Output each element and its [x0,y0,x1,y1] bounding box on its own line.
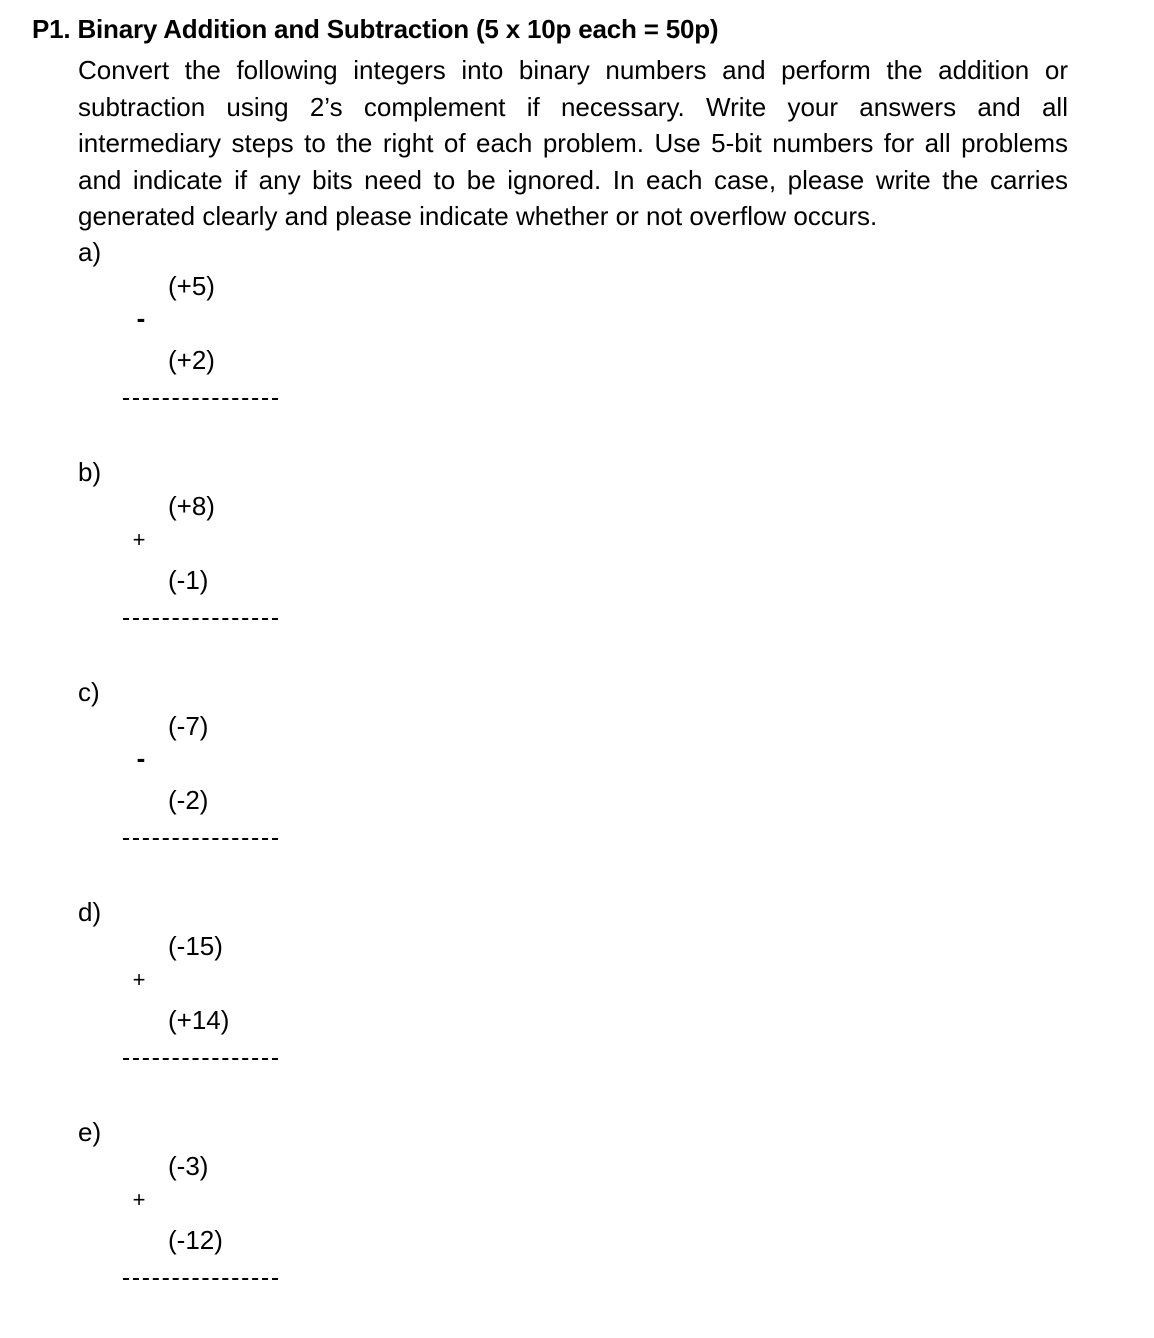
problem-label: c) [78,677,100,707]
operator-sign: - [136,303,146,333]
problem-e [0,1117,400,1337]
answer-dashed-line [123,838,278,840]
instructions-paragraph: Convert the following integers into binary numbers and perform the addition or subtraction using 2’s complement if necessary. Write your answers and all intermediary steps to the right of each problem. Use 5-bit numbers for all problems and indicate if any bits need to be ignored. In each case, please write the carries generated clearly and please indicate whether or not overflow occurs. [78,55,1068,231]
operand-1: (+8) [168,491,215,521]
operand-1: (+5) [168,271,215,301]
operand-2: (+14) [168,1005,230,1035]
operator-sign: - [136,743,146,773]
operand-2: (-1) [168,565,209,595]
operator-sign: + [132,1187,146,1212]
problem-label: d) [78,897,102,927]
operator-sign: + [132,967,146,992]
operand-1: (-7) [168,711,209,741]
answer-dashed-line [123,398,278,400]
answer-dashed-line [123,1058,278,1060]
operator-sign: + [132,527,146,552]
page-title: P1. Binary Addition and Subtraction (5 x 10p each = 50p) [32,14,719,44]
problem-d [0,897,400,1117]
answer-dashed-line [123,1278,278,1280]
operand-2: (-2) [168,785,209,815]
operand-2: (-12) [168,1225,223,1255]
answer-dashed-line [123,618,278,620]
problem-label: b) [78,457,102,487]
operand-1: (-3) [168,1151,209,1181]
problem-label: e) [78,1117,102,1147]
problem-label: a) [78,237,102,267]
problem-a [0,237,400,457]
operand-1: (-15) [168,931,223,961]
problem-c [0,677,400,897]
operand-2: (+2) [168,345,215,375]
problem-b [0,457,400,677]
